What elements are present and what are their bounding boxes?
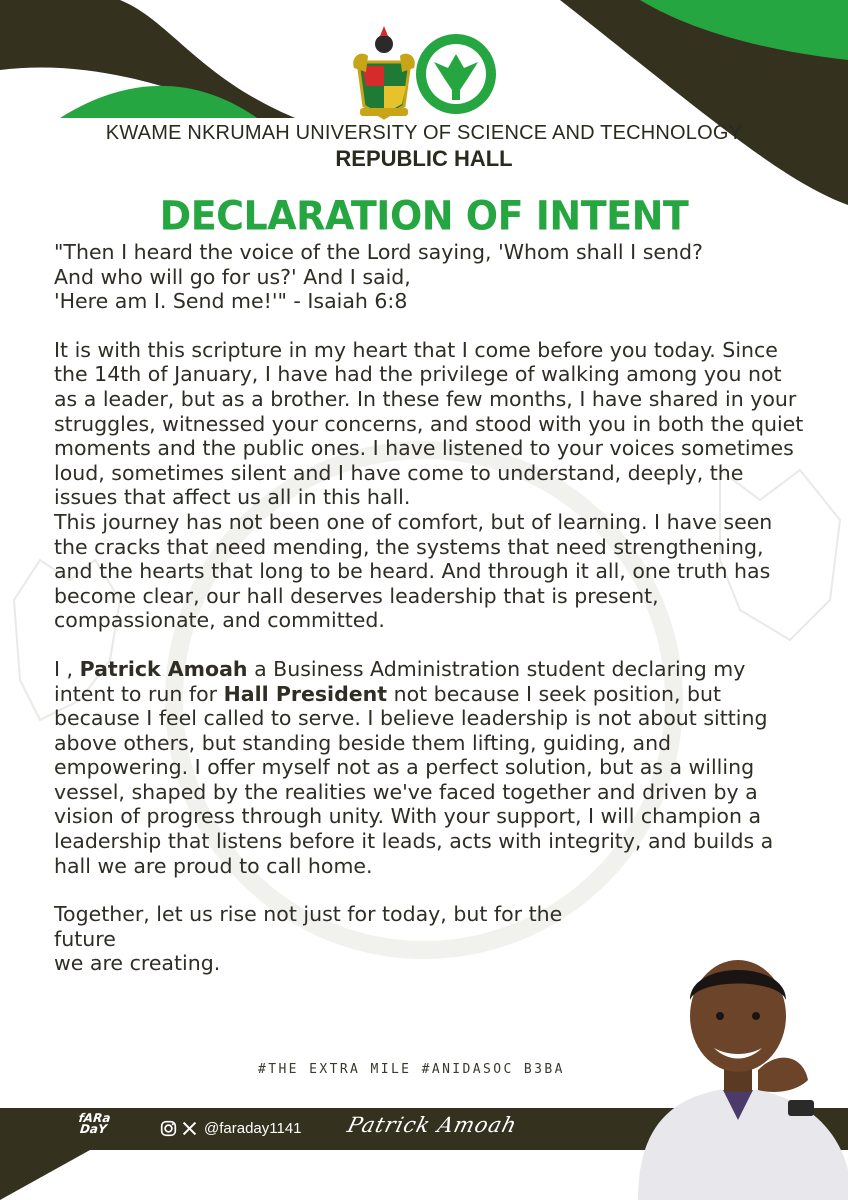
closing-line: Together, let us rise not just for today, but for the bbox=[54, 902, 563, 927]
scripture-line: "Then I heard the voice of the Lord saying, 'Whom shall I send? bbox=[54, 240, 703, 264]
university-logos bbox=[352, 26, 502, 122]
bottom-dark-corner bbox=[0, 1150, 90, 1200]
closing-line: we are creating. bbox=[54, 951, 221, 976]
closing-statement bbox=[54, 902, 644, 976]
declaration-mid: a Business Administration student declaring my intent to run for bbox=[54, 656, 746, 706]
paragraph-journey: This journey has not been one of comfort, but of learning. I have seen the cracks that need mending, the systems that need strengthening, and the hearts that long to be heard. And through it all, one truth has become clear, our hall deserves leadership that is present, compassionate, and committed. bbox=[54, 509, 773, 633]
declaration-intro: I , bbox=[54, 656, 74, 681]
paragraph-declaration bbox=[54, 657, 806, 878]
declaration-rest: not because I seek position, but because I feel called to serve. I believe leadership is not about sitting above others, but standing beside them lifting, guiding, and empowering. I offer myself not as a perfect solution, but as a willing vessel, shaped by the realities we've faced together and driven by a vision of progress through unity. With your support, I will champion a leadership that listens before it leads, acts with integrity, and builds a hall we are proud to call home. bbox=[54, 681, 774, 878]
candidate-name: Patrick Amoah bbox=[79, 656, 248, 681]
brand-line: DaY bbox=[79, 1122, 108, 1136]
social-handle-group[interactable] bbox=[160, 1120, 302, 1137]
republic-hall-seal-icon bbox=[416, 34, 496, 114]
instagram-icon bbox=[160, 1120, 177, 1137]
faraday-logo bbox=[77, 1113, 111, 1135]
scripture-line: And who will go for us?' And I said, bbox=[54, 264, 411, 289]
university-name: KWAME NKRUMAH UNIVERSITY OF SCIENCE AND TECHNOLOGY bbox=[105, 122, 743, 144]
office-name: Hall President bbox=[223, 681, 388, 706]
scripture-line: 'Here am I. Send me!'" - Isaiah 6:8 bbox=[54, 289, 408, 314]
hall-name: REPUBLIC HALL bbox=[335, 146, 513, 171]
knust-crest-icon bbox=[353, 26, 415, 118]
candidate-portrait bbox=[628, 930, 848, 1200]
social-handle[interactable]: @faraday1141 bbox=[204, 1120, 302, 1137]
x-icon bbox=[181, 1120, 198, 1137]
document-title: DECLARATION OF INTENT bbox=[159, 192, 689, 240]
hashtags: #THE EXTRA MILE #ANIDASOC B3BA bbox=[258, 1062, 565, 1077]
paragraph-intro: It is with this scripture in my heart that I come before you today. Since the 14th of January, I have had the privilege of walking among you not as a leader, but as a brother. In these few months, I have shared in your struggles, witnessed your concerns, and stood with you in both the quiet moments and the public ones. I have listened to your voices sometimes loud, sometimes silent and I have come to understand, deeply, the issues that affect us all in this hall. bbox=[54, 337, 804, 510]
brand-line: fARa bbox=[77, 1111, 112, 1125]
closing-line: future bbox=[54, 926, 116, 951]
declaration-body bbox=[54, 240, 806, 976]
signature: Patrick Amoah bbox=[345, 1113, 520, 1137]
